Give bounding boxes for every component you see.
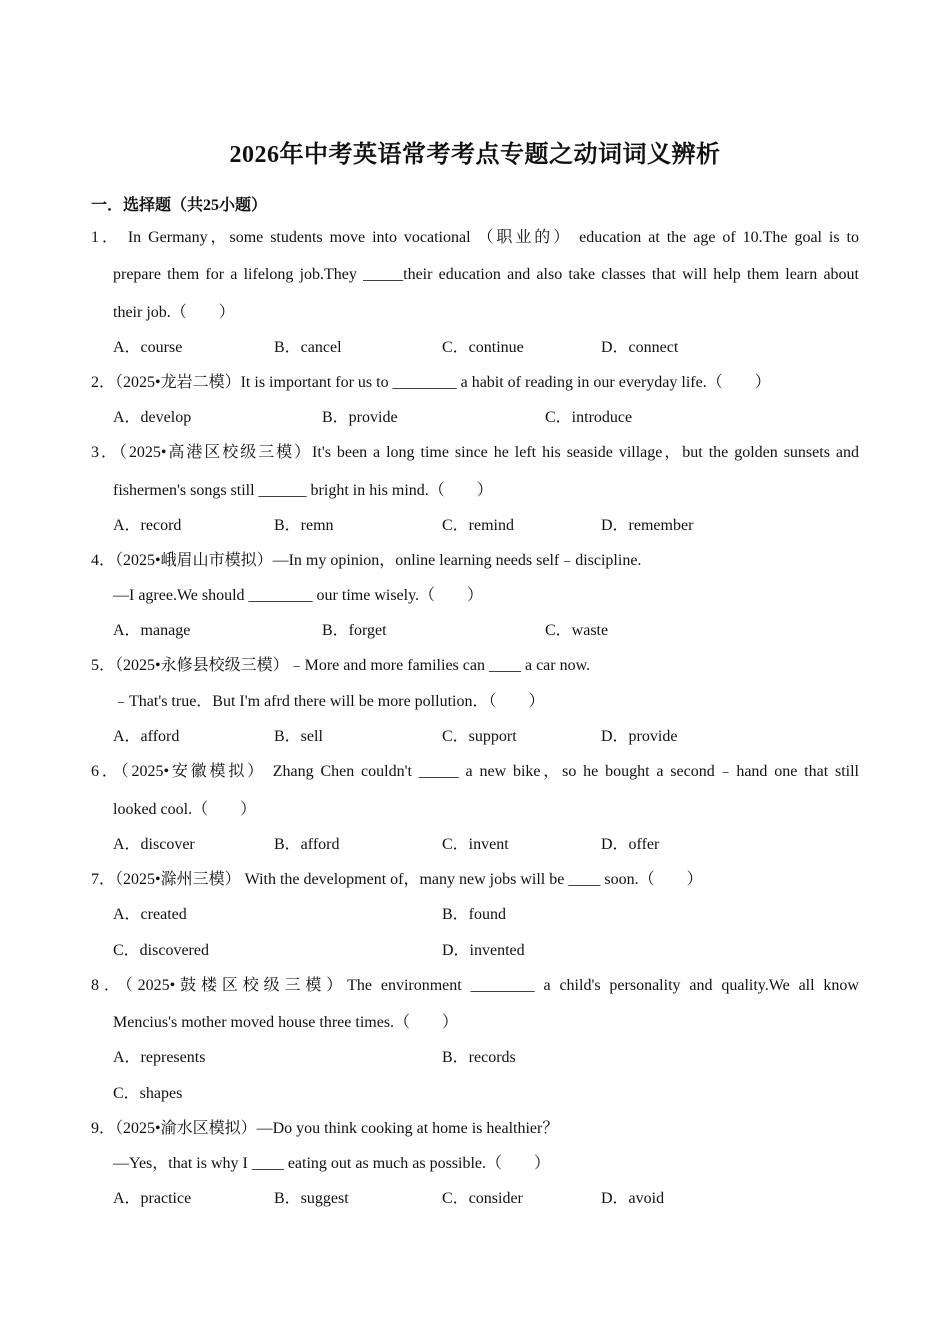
page-title: 2026年中考英语常考考点专题之动词词义辨析: [229, 142, 721, 168]
option-d[interactable]: D．invented: [442, 942, 525, 959]
question-text-line: 3．（2025•高港区校级三模）It's been a long time since he left his seaside village，but the golden sunsets and: [91, 444, 859, 461]
option-b[interactable]: B．records: [442, 1049, 516, 1066]
option-b[interactable]: B．suggest: [274, 1190, 349, 1207]
question-text-line: 9．（2025•渝水区模拟）—Do you think cooking at home is healthier？: [91, 1120, 559, 1137]
option-b[interactable]: B．remn: [274, 517, 334, 534]
option-c[interactable]: C．remind: [442, 517, 514, 534]
option-c[interactable]: C．shapes: [113, 1085, 183, 1102]
option-d[interactable]: D．offer: [601, 836, 660, 853]
question-text-line: 4．（2025•峨眉山市模拟）—In my opinion，online learning needs self﹣discipline.: [91, 552, 642, 569]
option-d[interactable]: D．remember: [601, 517, 694, 534]
option-c[interactable]: C．invent: [442, 836, 509, 853]
question-text-line: 1． In Germany，some students move into vocational （职业的） education at the age of 10.The goal is to: [91, 229, 859, 246]
question-text-line: their job.（ ）: [113, 304, 235, 321]
option-a[interactable]: A．practice: [113, 1190, 192, 1207]
option-c[interactable]: C．introduce: [545, 409, 633, 426]
option-d[interactable]: D．avoid: [601, 1190, 665, 1207]
option-a[interactable]: A．course: [113, 339, 183, 356]
question-text-line: 2．（2025•龙岩二模）It is important for us to ________ a habit of reading in our everyday life.（ ）: [91, 374, 771, 391]
question-text-line: —Yes，that is why I ____ eating out as much as possible.（ ）: [113, 1155, 551, 1172]
option-a[interactable]: A．afford: [113, 728, 180, 745]
section-heading: 一．选择题（共25小题）: [91, 197, 268, 214]
option-a[interactable]: A．develop: [113, 409, 192, 426]
option-c[interactable]: C．discovered: [113, 942, 209, 959]
option-a[interactable]: A．record: [113, 517, 182, 534]
question-text-line: Mencius's mother moved house three times.（ ）: [113, 1014, 459, 1031]
question-text-line: fishermen's songs still ______ bright in his mind.（ ）: [113, 482, 493, 499]
option-a[interactable]: A．discover: [113, 836, 195, 853]
question-text-line: ﹣That's true．But I'm afrd there will be more pollution．（ ）: [113, 693, 545, 710]
question-text-line: —I agree.We should ________ our time wisely.（ ）: [113, 587, 484, 604]
option-a[interactable]: A．represents: [113, 1049, 206, 1066]
option-d[interactable]: D．provide: [601, 728, 678, 745]
question-text-line: 5．（2025•永修县校级三模）﹣More and more families can ____ a car now.: [91, 657, 591, 674]
option-c[interactable]: C．waste: [545, 622, 609, 639]
option-b[interactable]: B．cancel: [274, 339, 342, 356]
question-text-line: 7．（2025•滁州三模） With the development of，many new jobs will be ____ soon.（ ）: [91, 871, 703, 888]
question-text-line: 6．（2025•安徽模拟） Zhang Chen couldn't _____ a new bike，so he bought a second﹣hand one that still: [91, 763, 859, 780]
option-b[interactable]: B．sell: [274, 728, 323, 745]
question-text-line: prepare them for a lifelong job.They _____their education and also take classes that will help them learn about: [113, 266, 859, 283]
option-a[interactable]: A．created: [113, 906, 187, 923]
option-a[interactable]: A．manage: [113, 622, 191, 639]
option-d[interactable]: D．connect: [601, 339, 679, 356]
question-text-line: looked cool.（ ）: [113, 801, 257, 818]
option-b[interactable]: B．forget: [322, 622, 387, 639]
option-c[interactable]: C．consider: [442, 1190, 523, 1207]
option-b[interactable]: B．provide: [322, 409, 398, 426]
question-text-line: 8．（2025•鼓楼区校级三模）The environment ________ a child's personality and quality.We all know: [91, 977, 859, 994]
option-c[interactable]: C．support: [442, 728, 517, 745]
option-b[interactable]: B．afford: [274, 836, 340, 853]
option-c[interactable]: C．continue: [442, 339, 524, 356]
option-b[interactable]: B．found: [442, 906, 507, 923]
